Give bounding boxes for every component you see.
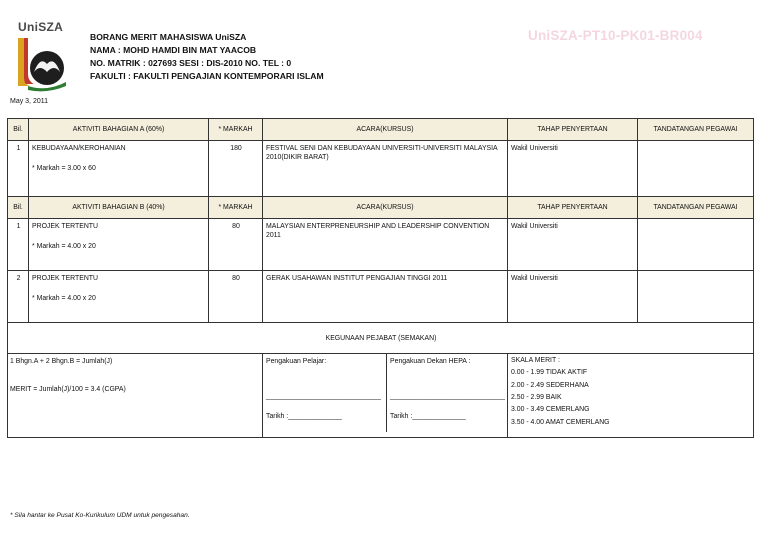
dekan-signature-box — [387, 354, 507, 432]
merit-scale-item: 3.50 - 4.00 AMAT CEMERLANG — [511, 418, 610, 426]
dekan-label: Pengakuan Dekan HEPA : — [390, 358, 471, 365]
unisza-logo-icon — [14, 34, 76, 92]
merit-scale-title: SKALA MERIT : — [511, 357, 560, 364]
row-formula: * Markah = 4.00 x 20 — [32, 243, 96, 251]
merit-scale-item: 2.50 - 2.99 BAIK — [511, 393, 562, 401]
pelajar-signature-box — [263, 354, 387, 432]
student-faculty: FAKULTI : FAKULTI PENGAJIAN KONTEMPORARI ISLAM — [90, 71, 324, 81]
row-aktiviti-label: KEBUDAYAAN/KEROHANIAN — [32, 145, 126, 152]
row-markah: 80 — [209, 271, 263, 323]
row-tandatangan — [638, 219, 754, 271]
pelajar-tarikh: Tarikh :______________ — [266, 412, 342, 420]
col-bil: Bil. — [8, 119, 29, 141]
dekan-tarikh: Tarikh :______________ — [390, 412, 466, 420]
col-aktiviti-b: AKTIVITI BAHAGIAN B (40%) — [29, 197, 209, 219]
student-matrik: NO. MATRIK : 027693 SESI : DIS-2010 NO. TEL : 0 — [90, 58, 292, 68]
office-title: KEGUNAAN PEJABAT (SEMAKAN) — [8, 323, 754, 354]
dekan-signature-line: ______________________________ — [390, 393, 505, 401]
form-date: May 3, 2011 — [10, 98, 49, 105]
row-acara: MALAYSIAN ENTERPRENEURSHIP AND LEADERSHIP CONVENTION 2011 — [263, 219, 508, 271]
pelajar-signature-line: ______________________________ — [266, 393, 381, 401]
row-bil: 1 — [8, 219, 29, 271]
merit-scale-item: 2.00 - 2.49 SEDERHANA — [511, 381, 589, 389]
row-aktiviti — [29, 219, 209, 271]
pelajar-label: Pengakuan Pelajar: — [266, 358, 327, 365]
section-b-header — [8, 197, 754, 219]
row-tahap: Wakil Universiti — [508, 219, 638, 271]
merit-scale-item: 0.00 - 1.99 TIDAK AKTIF — [511, 369, 588, 377]
merit-scale-cell — [508, 354, 754, 438]
row-aktiviti-label: PROJEK TERTENTU — [32, 275, 98, 282]
office-formula-cell — [8, 354, 263, 438]
office-formula-2: MERIT = Jumlah(J)/100 = 3.4 (CGPA) — [10, 385, 126, 393]
col-markah: * MARKAH — [209, 197, 263, 219]
unisza-logo-text: UniSZA — [18, 20, 64, 34]
row-aktiviti-label: PROJEK TERTENTU — [32, 223, 98, 230]
row-aktiviti — [29, 271, 209, 323]
merit-table — [7, 118, 754, 438]
office-row — [8, 354, 754, 438]
row-tandatangan — [638, 271, 754, 323]
office-signatures-cell — [263, 354, 508, 438]
student-name: NAMA : MOHD HAMDI BIN MAT YAACOB — [90, 45, 257, 55]
col-aktiviti-a: AKTIVITI BAHAGIAN A (60%) — [29, 119, 209, 141]
row-acara: FESTIVAL SENI DAN KEBUDAYAAN UNIVERSITI-UNIVERSITI MALAYSIA 2010(DIKIR BARAT) — [263, 141, 508, 197]
row-bil: 1 — [8, 141, 29, 197]
col-acara: ACARA(KURSUS) — [263, 197, 508, 219]
footer-note: * Sila hantar ke Pusat Ko-Kurikulum UDM untuk pengesahan. — [10, 512, 190, 519]
col-tahap: TAHAP PENYERTAAN — [508, 119, 638, 141]
table-row — [8, 219, 754, 271]
row-formula: * Markah = 3.00 x 60 — [32, 165, 96, 173]
row-aktiviti — [29, 141, 209, 197]
col-markah: * MARKAH — [209, 119, 263, 141]
row-markah: 80 — [209, 219, 263, 271]
row-tahap: Wakil Universiti — [508, 271, 638, 323]
row-tahap: Wakil Universiti — [508, 141, 638, 197]
table-row — [8, 141, 754, 197]
row-formula: * Markah = 4.00 x 20 — [32, 295, 96, 303]
form-title: BORANG MERIT MAHASISWA UniSZA — [90, 32, 247, 42]
section-a-header — [8, 119, 754, 141]
col-tandatangan: TANDATANGAN PEGAWAI — [638, 119, 754, 141]
form-code: UniSZA-PT10-PK01-BR004 — [528, 28, 703, 43]
row-markah: 180 — [209, 141, 263, 197]
row-acara: GERAK USAHAWAN INSTITUT PENGAJIAN TINGGI 2011 — [263, 271, 508, 323]
col-tandatangan: TANDATANGAN PEGAWAI — [638, 197, 754, 219]
table-row — [8, 271, 754, 323]
col-acara: ACARA(KURSUS) — [263, 119, 508, 141]
office-header — [8, 323, 754, 354]
merit-scale-item: 3.00 - 3.49 CEMERLANG — [511, 406, 590, 414]
office-formula-1: 1 Bhgn.A + 2 Bhgn.B = Jumlah(J) — [10, 358, 113, 365]
row-tandatangan — [638, 141, 754, 197]
col-tahap: TAHAP PENYERTAAN — [508, 197, 638, 219]
row-bil: 2 — [8, 271, 29, 323]
col-bil: Bil. — [8, 197, 29, 219]
